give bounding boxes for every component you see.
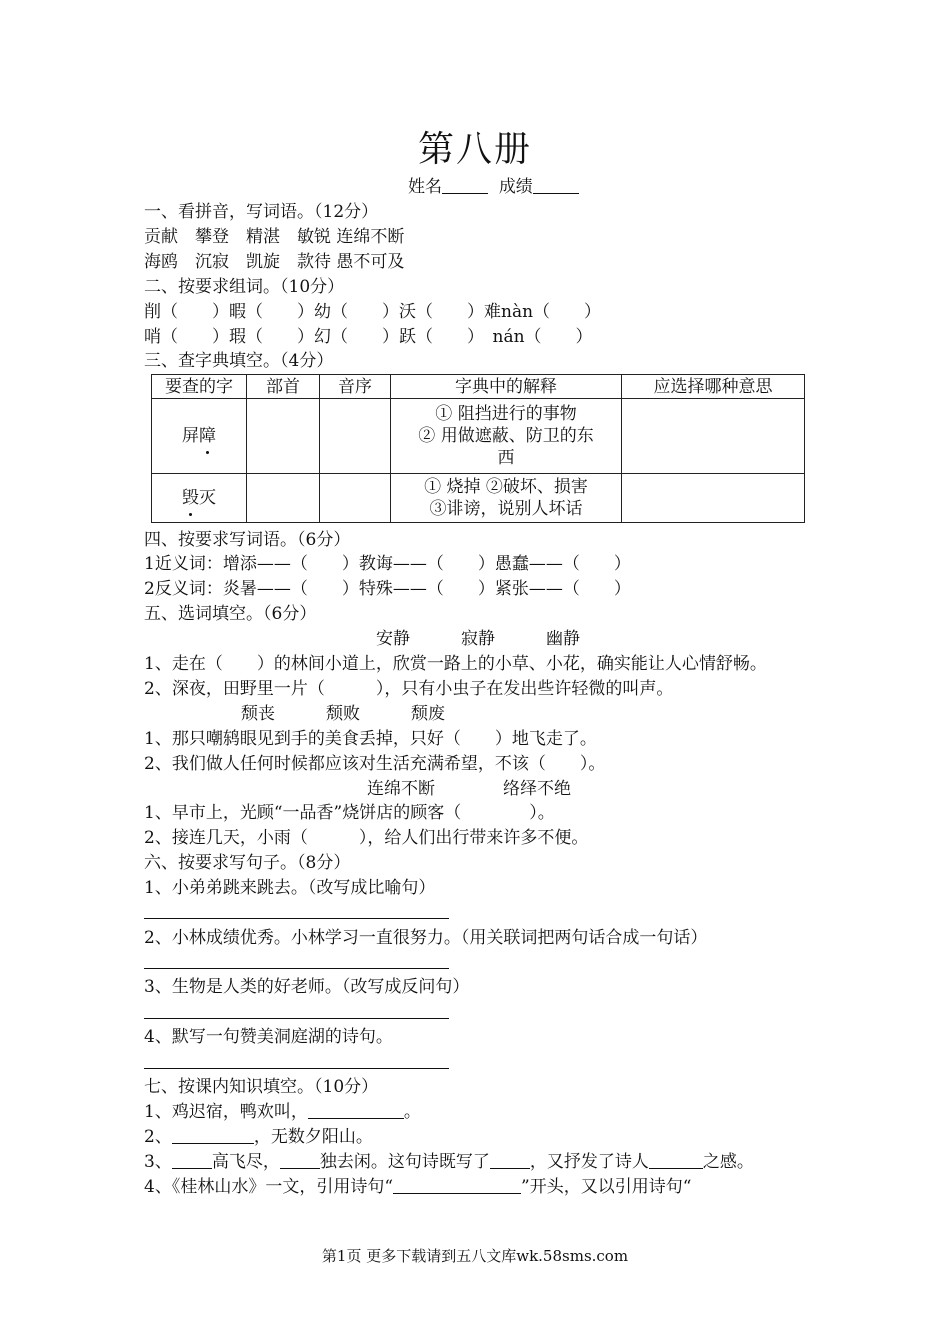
fill-question: 1、走在（ ）的林间小道上，欣赏一路上的小草、小花，确实能让人心情舒畅。 bbox=[144, 654, 767, 674]
table-row bbox=[152, 474, 805, 523]
question-text: ，又抒发了诗人 bbox=[529, 1152, 649, 1172]
score-label: 成绩 bbox=[498, 177, 533, 197]
meaning-answer-cell[interactable] bbox=[622, 399, 805, 474]
fill-question: 2、深夜，田野里一片（ ），只有小虫子在发出些许轻微的叫声。 bbox=[144, 679, 674, 699]
table-header-cell: 字典中的解释 bbox=[391, 375, 622, 399]
question-text: 独去闲。这句诗既写了 bbox=[319, 1152, 490, 1172]
student-info bbox=[408, 176, 579, 198]
question-text: 。 bbox=[403, 1102, 421, 1122]
section-1-words-row-2: 海鸥 沉寂 凯旋 款待 愚不可及 bbox=[144, 252, 405, 272]
fill-question: 2、我们做人任何时候都应该对生活充满希望，不该（ ）。 bbox=[144, 754, 606, 774]
definition-cell bbox=[391, 399, 622, 474]
question-text: ”开头，又以引用诗句“ bbox=[521, 1177, 692, 1197]
fill-blank[interactable] bbox=[649, 1151, 703, 1169]
fill-blank[interactable] bbox=[172, 1151, 212, 1169]
table-row bbox=[152, 399, 805, 474]
definition-line: ① 阻挡进行的事物 bbox=[435, 404, 577, 424]
dictionary-table-header-row bbox=[152, 375, 805, 399]
poem-question bbox=[144, 1101, 421, 1123]
section-7-heading: 七、按课内知识填空。（10分） bbox=[144, 1077, 379, 1097]
definition-cell bbox=[391, 474, 622, 523]
page-title: 第八册 bbox=[417, 129, 532, 170]
section-1-words-row-1: 贡献 攀登 精湛 敏锐 连绵不断 bbox=[144, 227, 405, 247]
fill-question: 2、接连几天，小雨（ ），给人们出行带来许多不便。 bbox=[144, 828, 589, 848]
index-answer-cell[interactable] bbox=[320, 399, 391, 474]
index-answer-cell[interactable] bbox=[320, 474, 391, 523]
lookup-word-cell bbox=[152, 399, 247, 474]
radical-answer-cell[interactable] bbox=[247, 399, 320, 474]
answer-line[interactable] bbox=[144, 1068, 449, 1069]
answer-line[interactable] bbox=[144, 1018, 449, 1019]
fill-blank[interactable] bbox=[280, 1151, 320, 1169]
section-2-heading: 二、按要求组词。（10分） bbox=[144, 277, 345, 297]
section-2-row-1: 削（ ）暇（ ）幼（ ）沃（ ）难nàn（ ） bbox=[144, 302, 602, 322]
definition-line: 西 bbox=[497, 448, 515, 468]
table-header-cell: 部首 bbox=[247, 375, 320, 399]
table-header-cell: 要查的字 bbox=[152, 375, 247, 399]
section-3-heading: 三、查字典填空。（4分） bbox=[144, 351, 334, 371]
fill-blank[interactable] bbox=[490, 1151, 530, 1169]
question-text: 之感。 bbox=[702, 1152, 754, 1172]
meaning-answer-cell[interactable] bbox=[622, 474, 805, 523]
name-blank[interactable] bbox=[442, 176, 488, 194]
question-text: ，无数夕阳山。 bbox=[253, 1127, 373, 1147]
poem-question bbox=[144, 1126, 373, 1148]
name-label: 姓名 bbox=[408, 177, 442, 197]
sentence-question: 2、小林成绩优秀。小林学习一直很努力。（用关联词把两句话合成一句话） bbox=[144, 928, 708, 948]
definition-line: ② 用做遮蔽、防卫的东 bbox=[418, 426, 594, 446]
word-choices-3: 连绵不断 络绎不绝 bbox=[367, 779, 571, 799]
answer-line[interactable] bbox=[144, 968, 449, 969]
definition-line: ① 烧掉 ②破坏、损害 bbox=[424, 477, 588, 497]
question-text: 高飞尽， bbox=[211, 1152, 280, 1172]
section-4-synonyms: 1近义词：增添——（ ）教诲——（ ）愚蠢——（ ） bbox=[144, 554, 631, 574]
section-1-heading: 一、看拼音，写词语。（12分） bbox=[144, 202, 379, 222]
sentence-question: 4、默写一句赞美洞庭湖的诗句。 bbox=[144, 1027, 393, 1047]
lookup-char-emphasized: 障 bbox=[199, 426, 216, 446]
poem-question bbox=[144, 1176, 691, 1198]
lookup-char: 屏 bbox=[182, 426, 199, 446]
question-text: 1、鸡迟宿，鸭欢叫， bbox=[144, 1102, 308, 1122]
question-text: 4、《桂林山水》一文，引用诗句“ bbox=[144, 1177, 394, 1197]
poem-question bbox=[144, 1151, 754, 1173]
radical-answer-cell[interactable] bbox=[247, 474, 320, 523]
table-header-cell: 应选择哪种意思 bbox=[622, 375, 805, 399]
answer-line[interactable] bbox=[144, 918, 449, 919]
fill-blank[interactable] bbox=[172, 1126, 254, 1144]
word-choices-1: 安静 寂静 幽静 bbox=[376, 629, 580, 649]
lookup-char-emphasized: 毁 bbox=[182, 488, 199, 508]
word-choices-2: 颓丧 颓败 颓废 bbox=[241, 704, 445, 724]
section-2-row-2: 哨（ ）瑕（ ）幻（ ）跃（ ） nán（ ） bbox=[144, 327, 593, 347]
fill-blank[interactable] bbox=[393, 1176, 521, 1194]
fill-question: 1、早市上，光顾“一品香”烧饼店的顾客（ ）。 bbox=[144, 803, 555, 823]
lookup-char: 灭 bbox=[199, 488, 216, 508]
definition-line: ③诽谤，说别人坏话 bbox=[429, 499, 583, 519]
lookup-word-cell bbox=[152, 474, 247, 523]
page-footer: 第1页 更多下载请到五八文库wk.58sms.com bbox=[321, 1247, 629, 1265]
sentence-question: 3、生物是人类的好老师。（改写成反问句） bbox=[144, 977, 470, 997]
table-header-cell: 音序 bbox=[320, 375, 391, 399]
section-6-heading: 六、按要求写句子。（8分） bbox=[144, 853, 351, 873]
question-text: 3、 bbox=[144, 1152, 172, 1172]
section-4-antonyms: 2反义词：炎暑——（ ）特殊——（ ）紧张——（ ） bbox=[144, 579, 631, 599]
score-blank[interactable] bbox=[533, 176, 579, 194]
dictionary-table bbox=[151, 374, 805, 523]
fill-blank[interactable] bbox=[308, 1101, 404, 1119]
fill-question: 1、那只嘲鸫眼见到手的美食丢掉，只好（ ）地飞走了。 bbox=[144, 729, 597, 749]
question-text: 2、 bbox=[144, 1127, 172, 1147]
section-4-heading: 四、按要求写词语。（6分） bbox=[144, 530, 351, 550]
sentence-question: 1、小弟弟跳来跳去。（改写成比喻句） bbox=[144, 878, 436, 898]
section-5-heading: 五、选词填空。（6分） bbox=[144, 604, 317, 624]
